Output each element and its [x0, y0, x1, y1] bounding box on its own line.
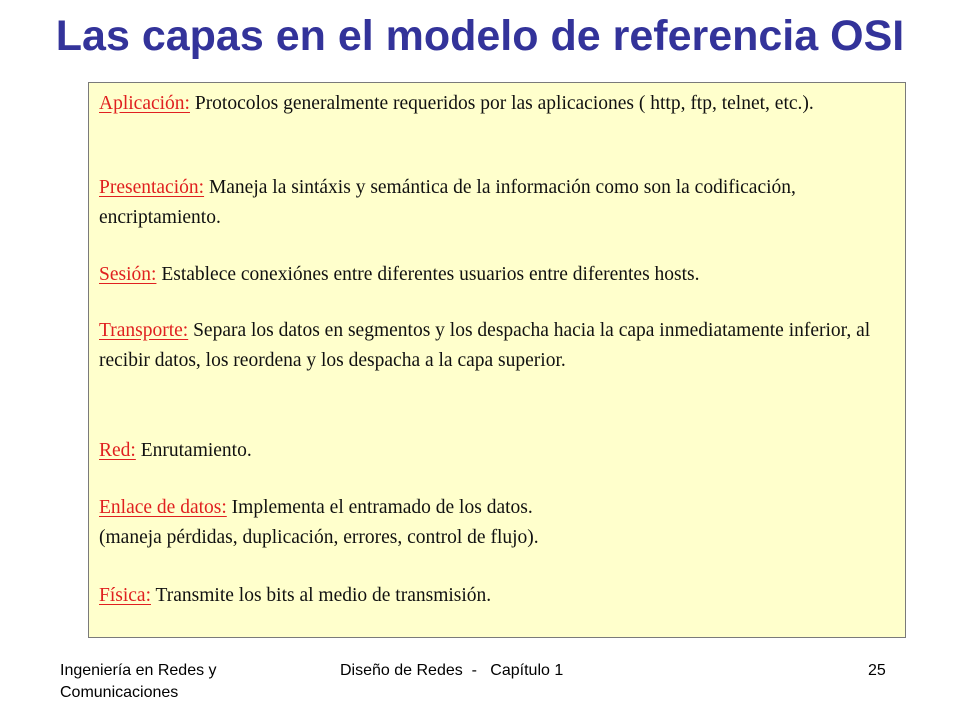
layer-name: Sesión: [99, 264, 157, 285]
slide-title: Las capas en el modelo de referencia OSI [55, 12, 905, 60]
layer-name: Red: [99, 440, 136, 461]
layer-fisica [99, 581, 889, 611]
layer-sesion [99, 260, 889, 290]
layer-red [99, 436, 889, 466]
layer-description: Protocolos generalmente requeridos por las aplicaciones ( http, ftp, telnet, etc.). [194, 93, 814, 114]
layer-transporte [99, 316, 889, 376]
layer-aplicacion [99, 89, 889, 119]
footer-institution: Ingeniería en Redes y Comunicaciones [60, 662, 217, 701]
layer-name: Presentación: [99, 177, 205, 198]
layer-description: Enrutamiento. [140, 440, 252, 461]
layer-description-extra: (maneja pérdidas, duplicación, errores, control de flujo). [99, 527, 539, 548]
layer-description: Maneja la sintáxis y semántica de la información como son la codificación, encriptamiento. [99, 177, 796, 228]
footer-page-number: 25 [868, 662, 886, 679]
osi-layers-box [88, 82, 906, 638]
footer-course: Diseño de Redes - Capítulo 1 [340, 662, 564, 679]
layer-description: Transmite los bits al medio de transmisión. [155, 585, 492, 606]
layer-description: Implementa el entramado de los datos. [231, 497, 533, 518]
layer-enlace-de-datos [99, 493, 889, 553]
layer-name: Física: [99, 585, 151, 606]
layer-presentacion [99, 173, 889, 233]
layer-name: Transporte: [99, 320, 189, 341]
layer-name: Enlace de datos: [99, 497, 227, 518]
layer-description: Separa los datos en segmentos y los despacha hacia la capa inmediatamente inferior, al recibir datos, los reordena y los despacha a la capa superior. [99, 320, 871, 371]
layer-description: Establece conexiónes entre diferentes usuarios entre diferentes hosts. [161, 264, 700, 285]
layer-name: Aplicación: [99, 93, 190, 114]
